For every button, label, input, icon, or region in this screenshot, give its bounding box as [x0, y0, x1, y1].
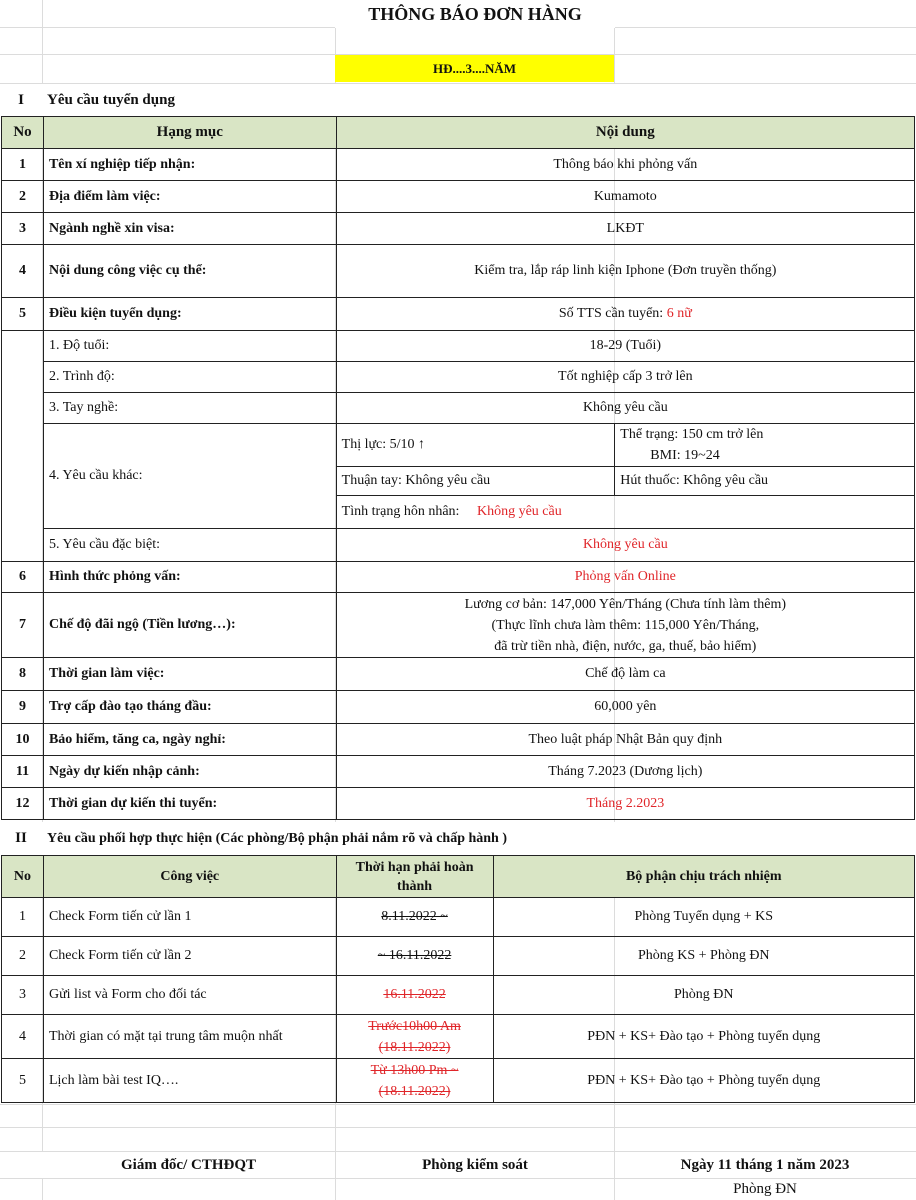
row-value: Tháng 2.2023: [336, 788, 914, 820]
row-no: 1: [2, 898, 44, 937]
condition-row-education: [2, 362, 915, 393]
condition-row-age: [2, 331, 915, 362]
col-header-item: Hạng mục: [43, 117, 336, 149]
deadline-text: ~ 16.11.2022: [377, 948, 452, 963]
deadline-cell: [336, 937, 493, 976]
col-header-owner: Bộ phận chịu trách nhiệm: [493, 856, 915, 898]
marital-label: Tình trạng hôn nhân:: [341, 504, 460, 519]
row-value: Phỏng vấn Online: [336, 562, 914, 593]
row-no: 2: [2, 181, 44, 213]
table-row: [2, 593, 915, 658]
row-label: Hình thức phỏng vấn:: [43, 562, 336, 593]
row-no: 3: [2, 976, 44, 1015]
table-row: [2, 788, 915, 820]
table-row: [2, 658, 915, 691]
physique-bmi: BMI: 19~24: [650, 448, 720, 463]
task-cell: Gửi list và Form cho đối tác: [43, 976, 336, 1015]
condition-label: 5. Yêu cầu đặc biệt:: [43, 529, 336, 562]
salary-line-2: (Thực lĩnh chưa làm thêm: 115,000 Yên/Tháng,: [491, 617, 760, 633]
row-no: 2: [2, 937, 44, 976]
task-cell: Check Form tiến cử lần 2: [43, 937, 336, 976]
condition-row-skill: [2, 393, 915, 424]
row-label: Ngày dự kiến nhập cảnh:: [43, 756, 336, 788]
condition-row-other: [2, 424, 915, 467]
condition-label: 2. Trình độ:: [43, 362, 336, 393]
row-no: 7: [2, 593, 44, 658]
table-row: [2, 724, 915, 756]
deadline-line-1: Trước10h00 Am: [368, 1018, 461, 1034]
tts-count-label: Số TTS cần tuyển:: [558, 306, 664, 321]
condition-value: 18-29 (Tuổi): [336, 331, 914, 362]
row-label: Thời gian làm việc:: [43, 658, 336, 691]
row-no: 12: [2, 788, 44, 820]
row-value: Kumamoto: [336, 181, 914, 213]
physique-height: Thể trạng: 150 cm trở lên: [620, 427, 764, 442]
section-1-roman: I: [18, 91, 24, 108]
row-no: 11: [2, 756, 44, 788]
row-value: Thông báo khi phỏng vấn: [336, 149, 914, 181]
table-row: [2, 1015, 915, 1059]
row-value: 60,000 yên: [336, 691, 914, 724]
table-row: [2, 756, 915, 788]
page-title: THÔNG BÁO ĐƠN HÀNG: [335, 0, 615, 28]
signature-date: Ngày 11 tháng 1 năm 2023: [615, 1152, 915, 1178]
col-header-deadline: Thời hạn phải hoàn thành: [336, 856, 493, 898]
deadline-cell: [336, 976, 493, 1015]
coordination-table: [1, 855, 915, 1103]
owner-cell: PĐN + KS+ Đào tạo + Phòng tuyển dụng: [493, 1059, 915, 1103]
deadline-cell: [336, 898, 493, 937]
row-label: Thời gian dự kiến thi tuyển:: [43, 788, 336, 820]
task-cell: Lịch làm bài test IQ….: [43, 1059, 336, 1103]
signature-control: Phòng kiểm soát: [336, 1152, 614, 1178]
table-row: [2, 562, 915, 593]
col-header-task: Công việc: [43, 856, 336, 898]
condition-row-special: [2, 529, 915, 562]
deadline-cell: [336, 1059, 493, 1103]
row-value: LKĐT: [336, 213, 914, 245]
table-row: [2, 298, 915, 331]
row-no: 8: [2, 658, 44, 691]
owner-cell: Phòng KS + Phòng ĐN: [493, 937, 915, 976]
owner-cell: Phòng ĐN: [493, 976, 915, 1015]
table-row: [2, 976, 915, 1015]
tts-count-value: 6 nữ: [666, 306, 692, 321]
deadline-text: 16.11.2022: [383, 987, 446, 1002]
row-value: [336, 593, 914, 658]
conditions-spacer: [2, 331, 44, 562]
task-cell: Thời gian có mặt tại trung tâm muộn nhất: [43, 1015, 336, 1059]
deadline-cell: [336, 1015, 493, 1059]
row-no: 4: [2, 1015, 44, 1059]
col-header-no: No: [2, 856, 44, 898]
table-row: [2, 213, 915, 245]
row-label: Trợ cấp đào tạo tháng đầu:: [43, 691, 336, 724]
row-value: Theo luật pháp Nhật Bản quy định: [336, 724, 914, 756]
row-no: 5: [2, 298, 44, 331]
deadline-text: 8.11.2022 ~: [381, 909, 448, 924]
row-value: Kiểm tra, lắp ráp linh kiện Iphone (Đơn truyền thống): [336, 245, 914, 298]
row-label: Tên xí nghiệp tiếp nhận:: [43, 149, 336, 181]
section-1-heading: [0, 84, 916, 116]
row-value: Tháng 7.2023 (Dương lịch): [336, 756, 914, 788]
smoking-cell: Hút thuốc: Không yêu cầu: [615, 467, 915, 496]
table-row: [2, 898, 915, 937]
marital-value: Không yêu cầu: [476, 504, 562, 519]
section-2-roman: II: [15, 830, 27, 846]
condition-label: 3. Tay nghề:: [43, 393, 336, 424]
signature-director: Giám đốc/ CTHĐQT: [42, 1152, 335, 1178]
row-label: Nội dung công việc cụ thể:: [43, 245, 336, 298]
section-2-title: Yêu cầu phối hợp thực hiện (Các phòng/Bộ phận phải nắm rõ và chấp hành ): [47, 830, 507, 846]
row-no: 1: [2, 149, 44, 181]
table-row: [2, 245, 915, 298]
row-label: Địa điểm làm việc:: [43, 181, 336, 213]
table-row: [2, 937, 915, 976]
row-label: Ngành nghề xin visa:: [43, 213, 336, 245]
table-row: [2, 149, 915, 181]
row-no: 4: [2, 245, 44, 298]
signature-dept: Phòng ĐN: [615, 1179, 915, 1200]
table-row: [2, 181, 915, 213]
owner-cell: PĐN + KS+ Đào tạo + Phòng tuyển dụng: [493, 1015, 915, 1059]
row-value: [336, 298, 914, 331]
contract-badge: HĐ....3....NĂM: [335, 55, 614, 82]
condition-value: Không yêu cầu: [336, 393, 914, 424]
deadline-line-1: Từ 13h00 Pm ~: [370, 1062, 459, 1078]
recruitment-table: [1, 116, 915, 820]
row-no: 3: [2, 213, 44, 245]
row-label: Điều kiện tuyển dụng:: [43, 298, 336, 331]
marital-cell: [336, 496, 914, 529]
deadline-line-2: (18.11.2022): [378, 1083, 451, 1099]
row-no: 9: [2, 691, 44, 724]
row-label: Chế độ đãi ngộ (Tiền lương…):: [43, 593, 336, 658]
condition-label: 1. Độ tuổi:: [43, 331, 336, 362]
grid-row: [0, 1104, 916, 1105]
section-1-title: Yêu cầu tuyển dụng: [47, 91, 175, 108]
table-row: [2, 1059, 915, 1103]
row-no: 5: [2, 1059, 44, 1103]
condition-label: 4. Yêu cầu khác:: [43, 424, 336, 529]
grid-row: [0, 1127, 916, 1128]
salary-line-1: Lương cơ bản: 147,000 Yên/Tháng (Chưa tính làm thêm): [464, 596, 787, 612]
table-row: [2, 691, 915, 724]
task-cell: Check Form tiến cử lần 1: [43, 898, 336, 937]
eyesight-cell: Thị lực: 5/10 ↑: [336, 424, 615, 467]
row-label: Bảo hiểm, tăng ca, ngày nghỉ:: [43, 724, 336, 756]
condition-value: Không yêu cầu: [336, 529, 914, 562]
col-header-content: Nội dung: [336, 117, 914, 149]
row-value: Chế độ làm ca: [336, 658, 914, 691]
deadline-line-2: (18.11.2022): [378, 1039, 451, 1055]
condition-value: Tốt nghiệp cấp 3 trở lên: [336, 362, 914, 393]
physique-cell: [615, 424, 915, 467]
section-2-heading: [0, 822, 916, 855]
row-no: 10: [2, 724, 44, 756]
salary-line-3: đã trừ tiền nhà, điện, nước, ga, thuế, bảo hiểm): [494, 638, 757, 654]
row-no: 6: [2, 562, 44, 593]
col-header-no: No: [2, 117, 44, 149]
handedness-cell: Thuận tay: Không yêu cầu: [336, 467, 615, 496]
owner-cell: Phòng Tuyển dụng + KS: [493, 898, 915, 937]
